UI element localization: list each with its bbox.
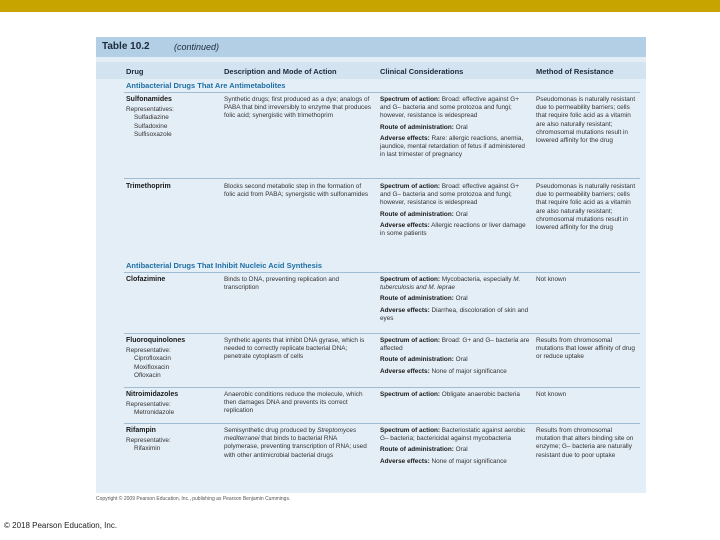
row-clinical: [380, 276, 530, 326]
drug-name: Sulfonamides: [126, 96, 172, 103]
table-title-bar: [96, 37, 646, 57]
row-resistance: Pseudomonas is naturally resistant due to permeability barriers; cells that require folic acid as a vitamin are also naturally resistant; chromosomal mutations result in lowered affinity for the drug: [536, 183, 636, 232]
spectrum-text: Mycobacteria, especially: [441, 276, 514, 283]
table-header-row: [96, 62, 646, 79]
header-resistance: Method of Resistance: [536, 67, 614, 76]
spectrum-text: Broad: effective against G+ and G– bacteria and some protozoa and fungi; however, resistance is widespread: [380, 183, 519, 207]
spectrum-block: [380, 276, 530, 292]
description-species: Streptomyces mediterranei: [224, 427, 357, 443]
row-resistance: Results from chromosomal mutations that lower affinity of drug or reduce uptake: [536, 337, 635, 361]
row-resistance: Results from chromosomal mutation that alters binding site on enzyme; G– bacteria are naturally resistant due to poor uptake: [536, 427, 634, 459]
divider: [124, 178, 640, 179]
rep-item: Sulfisoxazole: [134, 130, 172, 138]
spectrum-label: Spectrum of action:: [380, 183, 441, 190]
spectrum-label: Spectrum of action:: [380, 391, 441, 398]
row-resistance: Not known: [536, 391, 567, 398]
table-row-drug: [126, 337, 216, 380]
spectrum-text: Bacteriostatic against aerobic G– bacteria; bactericidal against mycobacteria: [380, 427, 526, 443]
spectrum-label: Spectrum of action:: [380, 96, 441, 103]
adverse-text: Allergic reactions or liver damage in some patients: [380, 221, 526, 238]
rep-item: Metronidazole: [134, 409, 175, 417]
table-page: [96, 37, 646, 502]
rep-title: Representatives:: [126, 106, 174, 114]
adverse-block: [380, 135, 530, 160]
rep-title: Representative:: [126, 347, 171, 355]
table-row-drug: [126, 391, 216, 418]
row-description: Synthetic agents that inhibit DNA gyrase, which is needed to correctly replicate bacterial DNA; penetrate cytoplasm of cells: [224, 337, 365, 361]
spectrum-block: [380, 337, 530, 353]
divider: [124, 387, 640, 388]
route-label: Route of administration:: [380, 123, 454, 131]
header-description: Description and Mode of Action: [224, 67, 337, 76]
table-label: Table 10.2: [102, 41, 150, 52]
adverse-label: Adverse effects:: [380, 367, 430, 375]
section-nucleic-acid: Antibacterial Drugs That Inhibit Nucleic Acid Synthesis: [126, 261, 323, 270]
rep-item: Ofloxacin: [134, 371, 161, 379]
table-row-drug: [126, 183, 216, 191]
divider: [124, 92, 640, 93]
route-text: Oral: [455, 356, 468, 364]
route-text: Oral: [455, 446, 468, 454]
drug-name: Nitroimidazoles: [126, 391, 179, 398]
drug-name: Trimethoprim: [126, 183, 171, 190]
row-description: Blocks second metabolic step in the formation of folic acid from PABA; synergistic with sulfonamides: [224, 183, 369, 199]
route-text: Oral: [455, 123, 468, 131]
adverse-label: Adverse effects:: [380, 221, 430, 229]
rep-item: Ciprofloxacin: [134, 355, 171, 363]
adverse-text: None of major significance: [431, 367, 507, 375]
rep-item: Sulfadoxine: [134, 122, 168, 130]
adverse-block: [380, 307, 530, 323]
row-description: Anaerobic conditions reduce the molecule, which then damages DNA and prevents its correct replication: [224, 391, 363, 415]
spectrum-block: [380, 183, 530, 208]
description-text: that binds to bacterial RNA polymerase, preventing transcription of RNA; used with other antimicrobial bacterial drugs: [224, 435, 367, 459]
table-continued: (continued): [174, 42, 220, 52]
divider: [124, 272, 640, 273]
route-text: Oral: [455, 210, 468, 218]
row-description: Binds to DNA, preventing replication and transcription: [224, 276, 340, 292]
row-description: Synthetic drugs; first produced as a dye; analogs of PABA that bind irreversibly to enzyme that produces folic acid; synergistic with trimethoprim: [224, 96, 371, 120]
spectrum-text: Broad: G+ and G– bacteria are affected: [380, 337, 530, 353]
route-label: Route of administration:: [380, 210, 454, 218]
row-clinical: [380, 427, 530, 469]
adverse-text: None of major significance: [431, 457, 507, 465]
drug-name: Rifampin: [126, 427, 156, 434]
row-clinical: [380, 96, 530, 162]
route-block: [380, 356, 530, 364]
rep-title: Representative:: [126, 437, 171, 445]
divider: [124, 423, 640, 424]
route-text: Oral: [455, 295, 468, 303]
route-block: [380, 446, 530, 454]
header-drug: Drug: [126, 67, 144, 76]
adverse-block: [380, 222, 530, 238]
divider: [124, 333, 640, 334]
row-clinical: [380, 391, 530, 402]
row-clinical: [380, 183, 530, 241]
table-row-drug: [126, 427, 216, 454]
adverse-label: Adverse effects:: [380, 457, 430, 465]
route-label: Route of administration:: [380, 356, 454, 364]
adverse-text: Rare: allergic reactions, anemia, jaundice, mental retardation of fetus if administered in last trimester of pregnancy: [380, 134, 525, 159]
drug-name: Fluoroquinolones: [126, 337, 186, 344]
rep-title: Representative:: [126, 401, 171, 409]
rep-item: Rifaximin: [134, 445, 161, 453]
inner-copyright: Copyright © 2009 Pearson Education, Inc., publishing as Pearson Benjamin Cummings.: [96, 496, 291, 502]
adverse-block: [380, 458, 530, 466]
spectrum-block: [380, 96, 530, 121]
adverse-block: [380, 368, 530, 376]
adverse-label: Adverse effects:: [380, 306, 430, 314]
table-row-drug: [126, 96, 216, 139]
footer-copyright: © 2018 Pearson Education, Inc.: [4, 521, 118, 530]
spectrum-block: [380, 427, 530, 443]
spectrum-label: Spectrum of action:: [380, 427, 441, 434]
section-antimetabolites: Antibacterial Drugs That Are Antimetabolites: [126, 81, 286, 90]
row-resistance: Not known: [536, 276, 567, 283]
row-clinical: [380, 337, 530, 379]
adverse-text: Diarrhea, discoloration of skin and eyes: [380, 306, 529, 322]
row-description: [224, 427, 372, 460]
table-row-drug: [126, 276, 216, 284]
header-clinical: Clinical Considerations: [380, 67, 464, 76]
row-resistance: Pseudomonas is naturally resistant due to permeability barriers; cells that require folic acid as a vitamin are also naturally resistant; chromosomal mutations result in lowered affinity for the drug: [536, 96, 636, 145]
route-block: [380, 295, 530, 303]
spectrum-species: M. tuberculosis and M. leprae: [380, 276, 521, 292]
spectrum-label: Spectrum of action:: [380, 276, 441, 283]
adverse-label: Adverse effects:: [380, 134, 430, 142]
spectrum-text: Broad: effective against G+ and G– bacteria and some protozoa and fungi; however, resistance is widespread: [380, 96, 519, 120]
top-accent-bar: [0, 0, 720, 12]
spectrum-label: Spectrum of action:: [380, 337, 441, 344]
spectrum-text: Obligate anaerobic bacteria: [441, 391, 520, 398]
drug-name: Clofazimine: [126, 276, 166, 283]
rep-item: Moxifloxacin: [134, 363, 170, 371]
route-label: Route of administration:: [380, 446, 454, 454]
route-block: [380, 124, 530, 132]
rep-item: Sulfadiazine: [134, 114, 169, 122]
spectrum-block: [380, 391, 530, 399]
route-block: [380, 211, 530, 219]
route-label: Route of administration:: [380, 295, 454, 303]
description-text: Semisynthetic drug produced by: [224, 427, 318, 434]
